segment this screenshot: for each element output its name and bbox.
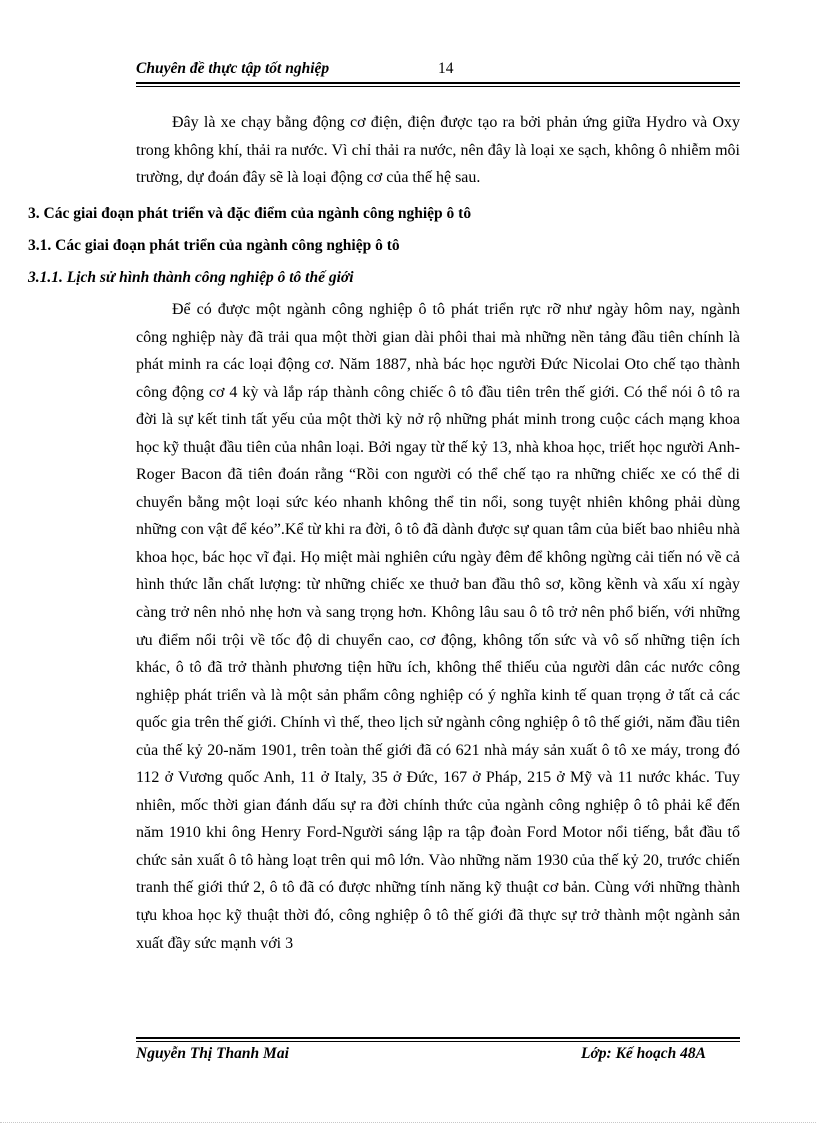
paragraph-intro: Đây là xe chạy bằng động cơ điện, điện được tạo ra bởi phản ứng giữa Hydro và Oxy trong không khí, thải ra nước. Vì chỉ thải ra nước, nên đây là loại xe sạch, không ô nhiễm môi trường, dự đoán đây sẽ là loại động cơ của thế hệ sau.: [136, 114, 740, 187]
footer-author: Nguyễn Thị Thanh Mai: [136, 1045, 289, 1062]
page-header: [136, 58, 740, 80]
footer-class: Lớp: Kế hoạch 48A: [581, 1045, 706, 1062]
section-heading-3-1: 3.1. Các giai đoạn phát triển của ngành công nghiệp ô tô: [28, 237, 400, 254]
page-body: [136, 109, 740, 191]
page-number: 14: [438, 60, 454, 77]
footer-rule: [136, 1037, 740, 1039]
footer-rule-thin: [136, 1041, 740, 1042]
header-rule-thin: [136, 86, 740, 87]
paragraph-history: Để có được một ngành công nghiệp ô tô phát triển rực rỡ như ngày hôm nay, ngành công nghiệp này đã trải qua một thời gian dài phôi thai mà những nền tảng đầu tiên chính là phát minh ra các loại động cơ. Năm 1887, nhà bác học người Đức Nicolai Oto chế tạo thành công động cơ 4 kỳ và lắp ráp thành công chiếc ô tô đầu tiên trên thế giới. Có thể nói ô tô ra đời là sự kết tinh tất yếu của một thời kỳ nở rộ những phát minh trong cuộc cách mạng khoa học kỹ thuật đầu tiên của nhân loại. Bởi ngay từ thế kỷ 13, nhà khoa học, triết học người Anh-Roger Bacon đã tiên đoán rằng “Rồi con người có thể chế tạo ra những chiếc xe có thể di chuyển bằng một loại sức kéo nhanh không thể tin nổi, song tuyệt nhiên không phải dùng những con vật để kéo”.Kể từ khi ra đời, ô tô đã dành được sự quan tâm của biết bao nhiêu nhà khoa học, bác học vĩ đại. Họ miệt mài nghiên cứu ngày đêm để không ngừng cải tiến nó về cả hình thức lẫn chất lượng: từ những chiếc xe thuở ban đầu thô sơ, kồng kềnh và xấu xí ngày càng trở nên nhỏ nhẹ hơn và sang trọng hơn. Không lâu sau ô tô trở nên phổ biến, với những ưu điểm nổi trội về tốc độ di chuyển cao, cơ động, không tốn sức và vô số những tiện ích khác, ô tô đã trở thành phương tiện hữu ích, không thể thiếu của người dân các nước công nghiệp phát triển và là một sản phẩm công nghiệp có ý nghĩa kinh tế quan trọng ở tất cả các quốc gia trên thế giới. Chính vì thế, theo lịch sử ngành công nghiệp ô tô thế giới, năm đầu tiên của thế kỷ 20-năm 1901, trên toàn thế giới đã có 621 nhà máy sản xuất ô tô xe máy, trong đó 112 ở Vương quốc Anh, 11 ở Italy, 35 ở Đức, 167 ở Pháp, 215 ở Mỹ và 11 nước khác. Tuy nhiên, mốc thời gian đánh dấu sự ra đời chính thức của ngành công nghiệp ô tô phải kể đến năm 1910 khi ông Henry Ford-Người sáng lập ra tập đoàn Ford Motor nổi tiếng, bắt đầu tổ chức sản xuất ô tô hàng loạt trên qui mô lớn. Vào những năm 1930 của thế kỷ 20, trước chiến tranh thế giới thứ 2, ô tô đã có được những tính năng kỹ thuật cơ bản. Cùng với những thành tựu khoa học kỹ thuật thời đó, công nghiệp ô tô thế giới đã thực sự trở thành một ngành sản xuất đầy sức mạnh với 3: [136, 301, 740, 952]
page-body-main: [136, 296, 740, 957]
header-title: Chuyên đề thực tập tốt nghiệp: [136, 60, 330, 77]
header-rule: [136, 82, 740, 84]
section-heading-3-1-1: 3.1.1. Lịch sử hình thành công nghiệp ô tô thế giới: [28, 269, 354, 286]
section-heading-3: 3. Các giai đoạn phát triển và đặc điểm của ngành công nghiệp ô tô: [28, 205, 472, 222]
